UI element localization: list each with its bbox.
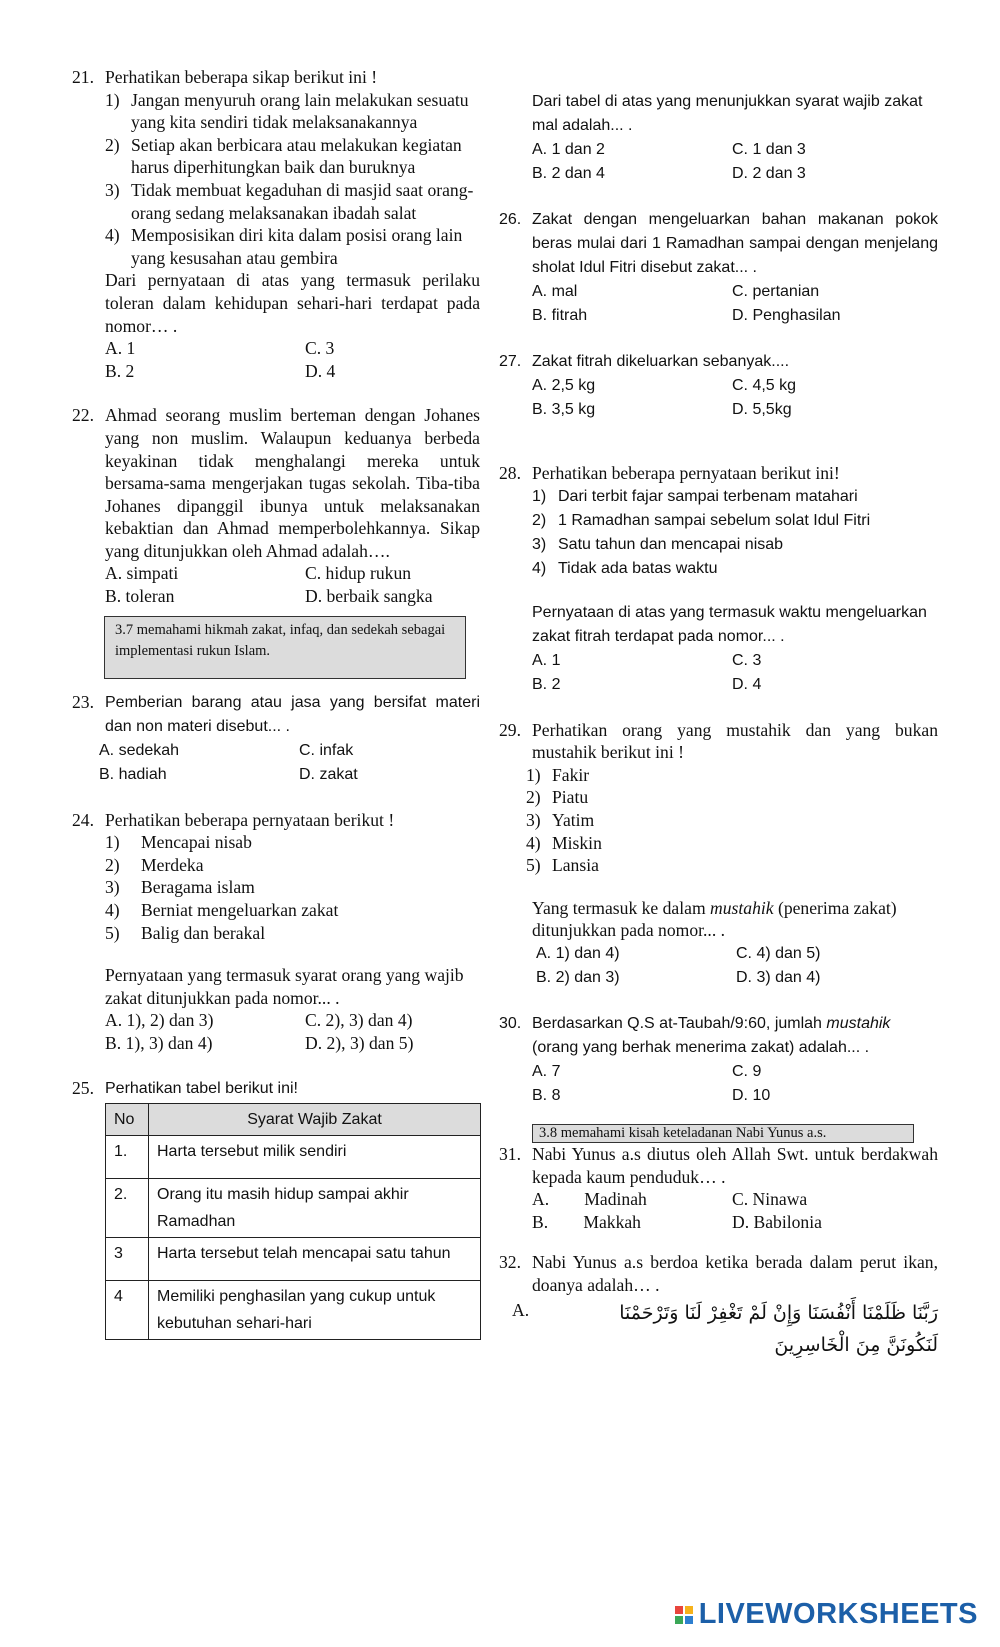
statement-item: 1) Mencapai nisab — [105, 832, 252, 853]
question-stem: Perhatikan beberapa pernyataan berikut ! — [105, 809, 395, 830]
question-23 — [72, 691, 480, 787]
question-number: 21. — [72, 67, 94, 87]
option-d[interactable]: D. Penghasilan — [732, 307, 841, 324]
arabic-prayer-line-1: رَبَّنَا ظَلَمْنَا أَنْفُسَنَا وَإِنْ لَمْ تَغْفِرْ لَنَا وَتَرْحَمْنَا — [619, 1301, 938, 1324]
question-stem: Perhatikan tabel berikut ini! — [105, 1079, 298, 1097]
option-a[interactable]: A. 1 dan 2 — [532, 141, 605, 158]
statement-item: 5) Balig dan berakal — [105, 922, 266, 943]
statement-item: 4) Berniat mengeluarkan zakat — [105, 900, 339, 921]
question-stem: Zakat dengan mengeluarkan bahan makanan pokok beras mulai dari 1 Ramadhan sampai dengan menjelang sholat Idul Fitri disebut zakat... . — [532, 211, 938, 276]
option-letter: A. — [512, 1299, 530, 1320]
question-number: 30. — [499, 1014, 522, 1032]
option-c[interactable]: C. 1 dan 3 — [732, 141, 806, 158]
option-c[interactable]: C. 2), 3) dan 4) — [305, 1010, 413, 1031]
option-a[interactable]: A. sedekah — [99, 741, 180, 759]
option-d[interactable]: D. 4 — [305, 360, 336, 381]
statement-item: 1) Fakir — [526, 764, 590, 785]
arabic-prayer-line-2: لَنَكُونَنَّ مِنَ الْخَاسِرِينَ — [774, 1333, 938, 1356]
table-row: 4 Memiliki penghasilan yang cukup untuk kebutuhan sehari-hari — [106, 1280, 481, 1339]
question-stem: Nabi Yunus a.s berdoa ketika berada dalam perut ikan, doanya adalah… . — [532, 1252, 938, 1295]
option-a[interactable]: A. mal — [532, 283, 578, 300]
option-a[interactable]: A. simpati — [105, 563, 179, 584]
option-c[interactable]: C. Ninawa — [732, 1189, 808, 1210]
question-25-continued — [532, 90, 938, 186]
option-a-arabic[interactable] — [512, 1297, 938, 1361]
question-26 — [499, 208, 938, 328]
option-d[interactable]: D. 10 — [732, 1086, 771, 1104]
option-a[interactable]: A. 1), 2) dan 3) — [105, 1010, 214, 1031]
answer-options — [105, 1009, 480, 1054]
statement-item: 5) Lansia — [526, 855, 599, 876]
question-number: 26. — [499, 211, 522, 228]
option-a[interactable]: A. 1 — [105, 338, 136, 359]
answer-options — [105, 337, 480, 382]
question-number: 22. — [72, 405, 94, 426]
question-number: 27. — [499, 353, 522, 370]
question-stem: Perhatikan beberapa sikap berikut ini ! — [105, 67, 378, 87]
column-header-requirement: Syarat Wajib Zakat — [149, 1103, 481, 1135]
logo-text: LIVEWORKSHEETS — [698, 1598, 978, 1630]
option-b[interactable]: B. hadiah — [99, 765, 167, 783]
statement-item: 1) Jangan menyuruh orang lain melakukan sesuatu yang kita sendiri tidak melaksanakannya — [105, 89, 469, 133]
answer-options — [532, 649, 938, 697]
answer-options — [532, 374, 938, 422]
option-c[interactable]: C. 3 — [732, 651, 762, 669]
question-22 — [72, 404, 480, 607]
statement-item: 2) Piatu — [526, 787, 589, 808]
answer-options — [532, 1060, 938, 1108]
table-row: 2. Orang itu masih hidup sampai akhir Ramadhan — [106, 1178, 481, 1237]
option-a[interactable]: A. 7 — [532, 1062, 561, 1080]
option-d[interactable]: D. 5,5kg — [732, 401, 792, 418]
question-number: 32. — [499, 1252, 521, 1273]
question-number: 28. — [499, 463, 521, 483]
option-d[interactable]: D. 2 dan 3 — [732, 165, 806, 182]
question-stem: Perhatikan beberapa pernyataan berikut ini! — [532, 463, 840, 483]
option-d[interactable]: D. 4 — [732, 675, 762, 693]
option-b[interactable]: B. toleran — [105, 586, 175, 607]
question-text: Dari tabel di atas yang menunjukkan syarat wajib zakat mal adalah... . — [532, 93, 923, 134]
question-stem: Nabi Yunus a.s diutus oleh Allah Swt. untuk berdakwah kepada kaum penduduk… . — [532, 1143, 938, 1187]
question-28 — [499, 462, 938, 697]
statement-item: 3) Yatim — [526, 809, 595, 830]
option-b[interactable]: B. 2 dan 4 — [532, 165, 605, 182]
option-c[interactable]: C. 9 — [732, 1062, 762, 1080]
option-d[interactable]: D. 3) dan 4) — [736, 968, 821, 986]
answer-options — [532, 942, 938, 990]
option-c[interactable]: C. infak — [299, 741, 354, 759]
question-text: Dari pernyataan di atas yang termasuk perilaku toleran dalam kehidupan sehari-hari terdapat pada nomor… . — [105, 270, 480, 336]
question-stem: Pemberian barang atau jasa yang bersifat materi dan non materi disebut... . — [105, 693, 480, 735]
competency-box-3-8: 3.8 memahami kisah keteladanan Nabi Yunus a.s. — [532, 1124, 914, 1143]
statement-item: 4) Tidak ada batas waktu — [532, 559, 718, 577]
question-text: Yang termasuk ke dalam mustahik (penerima zakat) ditunjukkan pada nomor... . — [532, 897, 897, 941]
question-stem: Zakat fitrah dikeluarkan sebanyak.... — [532, 353, 790, 370]
option-c[interactable]: C. 3 — [305, 338, 335, 359]
option-a[interactable]: A. 1) dan 4) — [536, 944, 620, 962]
option-d[interactable]: D. zakat — [299, 765, 358, 783]
question-stem: Ahmad seorang muslim berteman dengan Johanes yang non muslim. Walaupun keduanya berbeda keyakinan tidak menghalangi mereka untuk bersama-sama mengerjakan tugas sekolah. Tiba-tiba Johanes dipanggil ibunya untuk melaksanakan kebaktian dan Ahmad memperbolehkannya. Sikap yang ditunjukkan oleh Ahmad adalah…. — [105, 405, 480, 561]
question-27 — [499, 350, 938, 422]
right-column — [499, 90, 938, 1361]
question-number: 24. — [72, 809, 94, 830]
answer-options — [105, 562, 480, 607]
zakat-requirements-table — [105, 1103, 481, 1340]
answer-options — [99, 739, 480, 787]
option-a[interactable]: A. 2,5 kg — [532, 377, 596, 394]
answer-options — [532, 280, 938, 328]
option-d[interactable]: D. Babilonia — [732, 1211, 822, 1232]
question-number: 31. — [499, 1143, 521, 1164]
competency-box-3-7: 3.7 memahami hikmah zakat, infaq, dan sedekah sebagai implementasi rukun Islam. — [104, 616, 466, 679]
left-column — [72, 66, 480, 1340]
statement-item: 3) Satu tahun dan mencapai nisab — [532, 535, 784, 553]
statement-item: 2) Setiap akan berbicara atau melakukan kegiatan harus diperhitungkan baik dan buruknya — [105, 134, 462, 178]
statement-item: 4) Miskin — [526, 832, 602, 853]
answer-options — [532, 138, 938, 186]
question-30 — [499, 1012, 938, 1108]
option-b[interactable]: B. 8 — [532, 1086, 561, 1104]
option-b[interactable]: B. 3,5 kg — [532, 401, 596, 418]
question-32 — [499, 1251, 938, 1360]
option-c[interactable]: C. 4) dan 5) — [736, 944, 821, 962]
option-d[interactable]: D. berbaik sangka — [305, 586, 433, 607]
option-d[interactable]: D. 2), 3) dan 5) — [305, 1033, 414, 1053]
table-row: 1. Harta tersebut milik sendiri — [106, 1135, 481, 1178]
table-header-row — [106, 1103, 481, 1135]
logo-mark-icon — [675, 1606, 693, 1624]
option-c[interactable]: C. 4,5 kg — [732, 377, 797, 394]
option-a[interactable]: A. 1 — [532, 651, 561, 669]
statement-item: 3) Beragama islam — [105, 877, 255, 898]
option-b[interactable]: B. 2 — [105, 360, 135, 381]
question-31 — [499, 1143, 938, 1233]
question-29 — [499, 719, 938, 990]
question-text: Pernyataan yang termasuk syarat orang yang wajib zakat ditunjukkan pada nomor... . — [105, 965, 464, 1008]
answer-options — [532, 1188, 938, 1233]
statement-item: 2) Merdeka — [105, 854, 204, 875]
question-text: Pernyataan di atas yang termasuk waktu mengeluarkan zakat fitrah terdapat pada nomor... . — [532, 603, 927, 645]
question-number: 23. — [72, 691, 94, 712]
option-b[interactable]: B. 1), 3) dan 4) — [105, 1033, 213, 1053]
question-24 — [72, 809, 480, 1055]
question-stem: Berdasarkan Q.S at-Taubah/9:60, jumlah mustahik (orang yang berhak menerima zakat) adalah... . — [532, 1014, 891, 1056]
column-header-no: No — [106, 1103, 149, 1135]
option-c[interactable]: C. hidup rukun — [305, 563, 412, 584]
statement-item: 1) Dari terbit fajar sampai terbenam matahari — [532, 487, 858, 505]
question-21 — [72, 66, 480, 382]
option-b[interactable]: B. 2) dan 3) — [536, 968, 620, 986]
option-b[interactable]: B. fitrah — [532, 307, 588, 324]
question-25 — [72, 1077, 480, 1340]
statement-item: 4) Memposisikan diri kita dalam posisi orang lain yang kesusahan atau gembira — [105, 225, 463, 268]
table-row: 3 Harta tersebut telah mencapai satu tahun — [106, 1237, 481, 1280]
question-number: 25. — [72, 1077, 94, 1098]
question-stem: Perhatikan orang yang mustahik dan yang bukan mustahik berikut ini ! — [532, 719, 938, 763]
option-b[interactable]: B. 2 — [532, 675, 561, 693]
statement-item: 2) 1 Ramadhan sampai sebelum solat Idul Fitri — [532, 511, 871, 529]
question-number: 29. — [499, 719, 521, 740]
option-b[interactable]: B. Makkah — [532, 1211, 641, 1232]
statement-item: 3) Tidak membuat kegaduhan di masjid saat orang-orang sedang melaksanakan ibadah salat — [105, 179, 474, 223]
liveworksheets-logo[interactable] — [675, 1598, 978, 1631]
option-c[interactable]: C. pertanian — [732, 283, 820, 300]
option-a[interactable]: A. Madinah — [532, 1189, 647, 1210]
